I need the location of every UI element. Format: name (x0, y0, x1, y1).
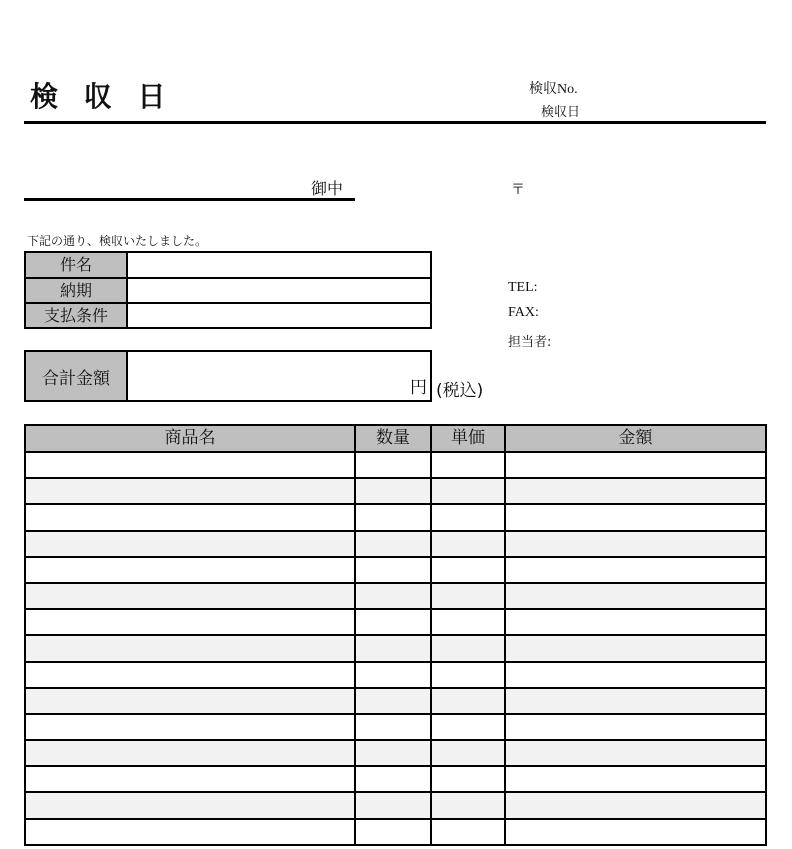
unit-price-cell[interactable] (432, 558, 506, 582)
table-row (26, 715, 765, 741)
product-name-cell[interactable] (26, 584, 356, 608)
title-divider (24, 121, 766, 124)
column-header-quantity: 数量 (356, 426, 432, 451)
table-row (26, 453, 765, 479)
quantity-cell[interactable] (356, 479, 432, 503)
amount-cell[interactable] (506, 741, 765, 765)
subject-field[interactable] (128, 253, 430, 277)
unit-price-cell[interactable] (432, 610, 506, 634)
product-name-cell[interactable] (26, 741, 356, 765)
quantity-cell[interactable] (356, 584, 432, 608)
table-row (26, 636, 765, 662)
table-row (26, 505, 765, 531)
table-row (26, 689, 765, 715)
amount-cell[interactable] (506, 793, 765, 817)
receipt-date-label: 検収日 (541, 105, 581, 120)
quantity-cell[interactable] (356, 505, 432, 529)
amount-cell[interactable] (506, 820, 765, 844)
product-name-cell[interactable] (26, 505, 356, 529)
recipient-suffix: 御中 (311, 179, 344, 198)
quantity-cell[interactable] (356, 715, 432, 739)
column-header-amount: 金額 (618, 428, 653, 448)
quantity-cell[interactable] (356, 741, 432, 765)
postal-mark: 〒 (511, 182, 525, 198)
unit-price-cell[interactable] (432, 636, 506, 660)
unit-price-cell[interactable] (432, 689, 506, 713)
amount-cell[interactable] (506, 532, 765, 556)
quantity-cell[interactable] (356, 558, 432, 582)
product-name-cell[interactable] (26, 636, 356, 660)
tel-label: TEL: (508, 280, 538, 295)
payment-terms-field[interactable] (128, 304, 430, 327)
unit-price-cell[interactable] (432, 793, 506, 817)
unit-price-cell[interactable] (432, 715, 506, 739)
table-row (26, 793, 765, 819)
unit-price-cell[interactable] (432, 532, 506, 556)
product-name-cell[interactable] (26, 689, 356, 713)
receipt-number-label: 検収No. (529, 82, 578, 97)
contact-person-label: 担当者: (508, 335, 552, 350)
column-header-unit-price: 単価 (432, 426, 506, 451)
currency-unit: 円 (410, 378, 427, 398)
tax-included-note: (税込) (436, 381, 484, 401)
amount-cell[interactable] (506, 767, 765, 791)
info-table (24, 251, 432, 329)
product-name-cell[interactable] (26, 793, 356, 817)
product-name-cell[interactable] (26, 820, 356, 844)
fax-label: FAX: (508, 305, 539, 320)
total-amount-box (24, 350, 432, 402)
product-name-cell[interactable] (26, 610, 356, 634)
unit-price-cell[interactable] (432, 584, 506, 608)
amount-cell[interactable] (506, 663, 765, 687)
quantity-cell[interactable] (356, 663, 432, 687)
unit-price-cell[interactable] (432, 479, 506, 503)
product-name-cell[interactable] (26, 663, 356, 687)
items-header-row (26, 426, 765, 453)
amount-cell[interactable] (506, 689, 765, 713)
product-name-cell[interactable] (26, 453, 356, 477)
table-row (26, 767, 765, 793)
amount-cell[interactable] (506, 505, 765, 529)
amount-cell[interactable] (506, 636, 765, 660)
recipient-name-line[interactable] (24, 198, 355, 201)
table-row (26, 558, 765, 584)
product-name-cell[interactable] (26, 715, 356, 739)
product-name-cell[interactable] (26, 767, 356, 791)
quantity-cell[interactable] (356, 610, 432, 634)
quantity-cell[interactable] (356, 532, 432, 556)
info-label: 支払条件 (26, 304, 128, 327)
info-row-subject (26, 253, 430, 277)
amount-cell[interactable] (506, 584, 765, 608)
table-row (26, 532, 765, 558)
table-row (26, 479, 765, 505)
info-row-delivery (26, 277, 430, 302)
quantity-cell[interactable] (356, 793, 432, 817)
product-name-cell[interactable] (26, 558, 356, 582)
table-row (26, 741, 765, 767)
unit-price-cell[interactable] (432, 663, 506, 687)
unit-price-cell[interactable] (432, 767, 506, 791)
unit-price-cell[interactable] (432, 741, 506, 765)
table-row (26, 584, 765, 610)
amount-cell[interactable] (506, 715, 765, 739)
total-label: 合計金額 (26, 352, 128, 400)
total-amount-field[interactable] (128, 352, 430, 400)
intro-text: 下記の通り、検収いたしました。 (27, 234, 208, 248)
product-name-cell[interactable] (26, 479, 356, 503)
quantity-cell[interactable] (356, 820, 432, 844)
amount-cell[interactable] (506, 479, 765, 503)
quantity-cell[interactable] (356, 689, 432, 713)
quantity-cell[interactable] (356, 767, 432, 791)
info-row-payment (26, 302, 430, 327)
unit-price-cell[interactable] (432, 820, 506, 844)
amount-cell[interactable] (506, 453, 765, 477)
table-row (26, 663, 765, 689)
table-row (26, 610, 765, 636)
quantity-cell[interactable] (356, 636, 432, 660)
items-table (24, 424, 767, 846)
column-header-product: 商品名 (26, 426, 356, 451)
quantity-cell[interactable] (356, 453, 432, 477)
unit-price-cell[interactable] (432, 453, 506, 477)
info-label: 納期 (26, 279, 128, 302)
amount-cell[interactable] (506, 558, 765, 582)
product-name-cell[interactable] (26, 532, 356, 556)
table-row (26, 820, 765, 846)
delivery-date-field[interactable] (128, 279, 430, 302)
info-label: 件名 (26, 253, 128, 277)
amount-cell[interactable] (506, 610, 765, 634)
unit-price-cell[interactable] (432, 505, 506, 529)
document-title: 検 収 日 (30, 80, 174, 113)
